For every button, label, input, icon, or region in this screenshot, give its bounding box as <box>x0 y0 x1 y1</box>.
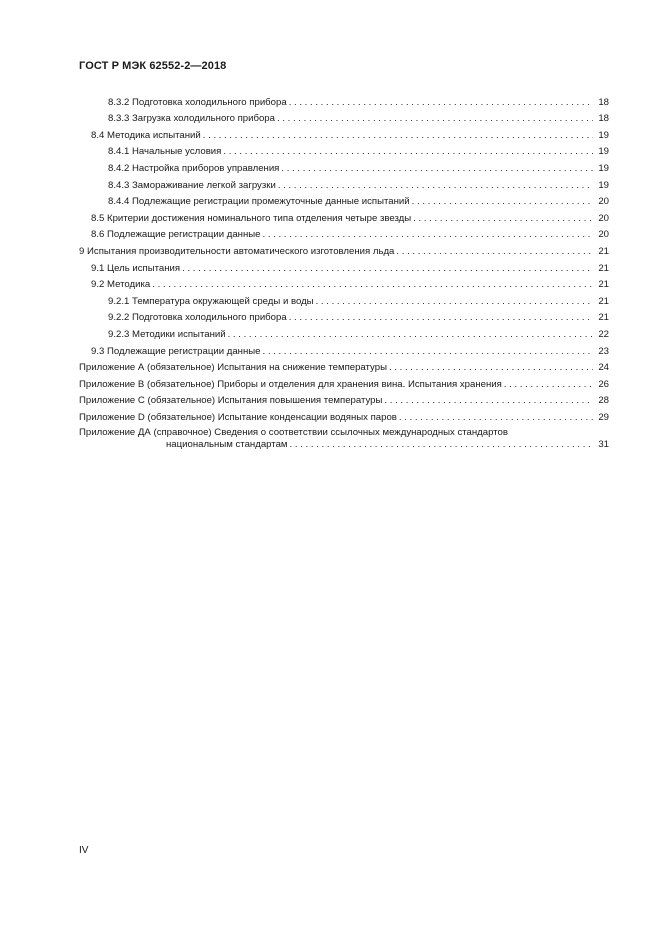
toc-leader-dots <box>277 113 593 124</box>
table-of-contents <box>79 91 609 451</box>
toc-entry[interactable] <box>79 357 609 374</box>
toc-entry-page: 19 <box>598 129 609 141</box>
toc-entry-page: 24 <box>598 362 609 374</box>
toc-entry-label: 8.3.3 Загрузка холодильного прибора <box>108 113 275 125</box>
toc-entry[interactable] <box>79 108 609 125</box>
toc-entry-label: 8.4.3 Замораживание легкой загрузки <box>108 179 276 191</box>
toc-leader-dots <box>412 196 593 207</box>
toc-entry-label: Приложение ДА (справочное) Сведения о соответствии ссылочных международных стандартов <box>79 426 508 438</box>
toc-entry-page: 21 <box>598 245 609 257</box>
toc-entry-page: 18 <box>598 96 609 108</box>
toc-entry-page: 26 <box>598 378 609 390</box>
toc-entry-page: 23 <box>598 345 609 357</box>
toc-entry[interactable] <box>79 124 609 141</box>
toc-entry[interactable] <box>79 91 609 108</box>
toc-entry[interactable] <box>79 191 609 208</box>
toc-entry-page: 21 <box>598 312 609 324</box>
toc-entry-page: 22 <box>598 328 609 340</box>
toc-leader-dots <box>384 395 593 406</box>
toc-entry-label: 8.4.4 Подлежащие регистрации промежуточные данные испытаний <box>108 196 410 208</box>
toc-leader-dots <box>396 246 593 257</box>
toc-entry-page: 19 <box>598 162 609 174</box>
toc-entry-label: Приложение А (обязательное) Испытания на снижение температуры <box>79 362 387 374</box>
toc-entry-label: 8.4.1 Начальные условия <box>108 146 222 158</box>
toc-entry-page: 18 <box>598 113 609 125</box>
toc-entry-page: 29 <box>598 411 609 423</box>
toc-entry[interactable] <box>79 157 609 174</box>
toc-entry-page: 28 <box>598 395 609 407</box>
toc-entry-page: 21 <box>598 295 609 307</box>
toc-entry-label: 9.3 Подлежащие регистрации данные <box>91 345 261 357</box>
toc-entry-label: 8.4.2 Настройка приборов управления <box>108 162 280 174</box>
toc-entry-page: 20 <box>598 229 609 241</box>
toc-entry[interactable] <box>79 141 609 158</box>
toc-leader-dots <box>278 180 593 191</box>
toc-entry-label: Приложение С (обязательное) Испытания повышения температуры <box>79 395 383 407</box>
toc-leader-dots <box>262 346 593 357</box>
toc-entry-label: 8.3.2 Подготовка холодильного прибора <box>108 96 287 108</box>
toc-entry[interactable] <box>79 174 609 191</box>
toc-leader-dots <box>399 412 593 423</box>
toc-leader-dots <box>223 146 593 157</box>
toc-entry[interactable] <box>79 373 609 390</box>
toc-entry-page: 19 <box>598 179 609 191</box>
toc-entry-label: 9.2.1 Температура окружающей среды и воды <box>108 295 314 307</box>
toc-entry-label: 9.2 Методика <box>91 279 151 291</box>
toc-entry-page: 20 <box>598 212 609 224</box>
toc-entry-label: Приложение D (обязательное) Испытание конденсации водяных паров <box>79 411 397 423</box>
toc-leader-dots <box>504 379 593 390</box>
toc-leader-dots <box>289 312 593 323</box>
toc-leader-dots <box>413 213 593 224</box>
toc-leader-dots <box>228 329 593 340</box>
toc-entry-label: 8.4 Методика испытаний <box>91 129 201 141</box>
toc-entry[interactable] <box>79 240 609 257</box>
toc-entry-label: Приложение В (обязательное) Приборы и отделения для хранения вина. Испытания хранения <box>79 378 502 390</box>
toc-entry[interactable] <box>79 274 609 291</box>
toc-leader-dots <box>389 362 593 373</box>
toc-entry-label: 8.6 Подлежащие регистрации данные <box>91 229 261 241</box>
toc-entry-page: 19 <box>598 146 609 158</box>
toc-entry-label: 9 Испытания производительности автоматического изготовления льда <box>79 245 395 257</box>
toc-entry-label: 8.5 Критерии достижения номинального типа отделения четыре звезды <box>91 212 412 224</box>
toc-leader-dots <box>182 263 593 274</box>
toc-leader-dots <box>289 97 593 108</box>
toc-entry[interactable] <box>79 257 609 274</box>
toc-leader-dots <box>316 296 593 307</box>
toc-entry[interactable] <box>79 307 609 324</box>
toc-leader-dots <box>262 229 593 240</box>
toc-entry[interactable] <box>79 207 609 224</box>
toc-entry[interactable] <box>79 290 609 307</box>
toc-entry[interactable] <box>79 427 609 451</box>
toc-entry-page: 21 <box>598 262 609 274</box>
toc-leader-dots <box>290 439 593 451</box>
toc-entry-page: 31 <box>598 438 609 450</box>
toc-entry[interactable] <box>79 224 609 241</box>
toc-leader-dots <box>281 163 593 174</box>
toc-leader-dots <box>152 279 593 290</box>
toc-entry[interactable] <box>79 323 609 340</box>
toc-leader-dots <box>203 130 593 141</box>
toc-entry-label: 9.1 Цель испытания <box>91 262 181 274</box>
toc-entry-page: 20 <box>598 196 609 208</box>
toc-entry-continuation <box>79 439 609 451</box>
toc-entry-label-continued: национальным стандартам <box>166 438 288 450</box>
toc-entry-page: 21 <box>598 279 609 291</box>
toc-entry[interactable] <box>79 406 609 423</box>
toc-entry-label: 9.2.3 Методики испытаний <box>108 328 226 340</box>
toc-entry[interactable] <box>79 340 609 357</box>
page-number: IV <box>79 845 89 856</box>
toc-entry-label: 9.2.2 Подготовка холодильного прибора <box>108 312 287 324</box>
toc-entry[interactable] <box>79 390 609 407</box>
document-header: ГОСТ Р МЭК 62552-2—2018 <box>79 60 227 72</box>
